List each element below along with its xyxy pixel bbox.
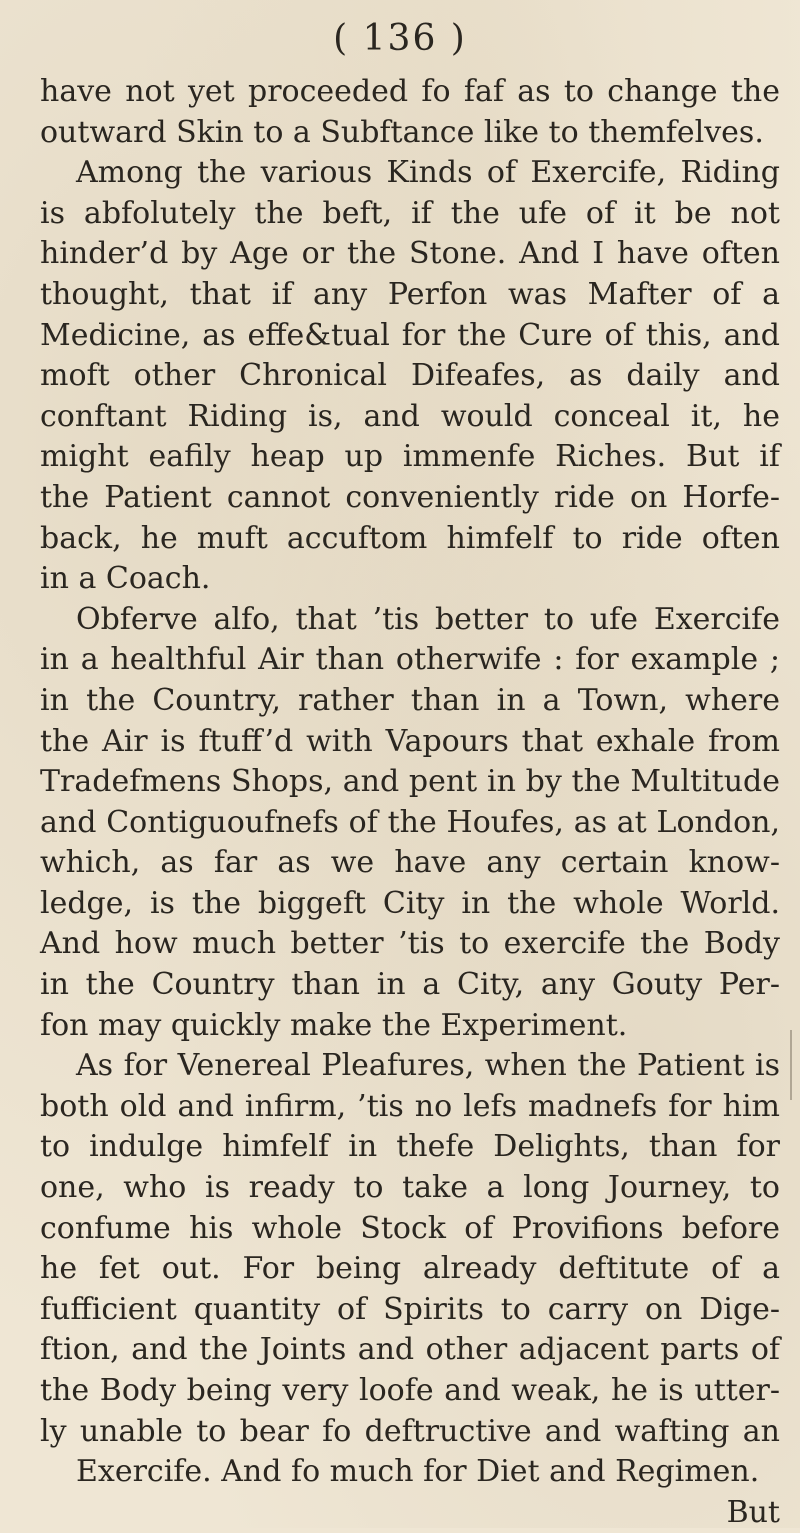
body-text — [40, 72, 780, 1533]
text-line: Medicine, as effe&tual for the Cure of this, and — [40, 317, 780, 353]
text-line: and Contiguoufnefs of the Houfes, as at London, — [40, 804, 780, 840]
text-line: the Patient cannot conveniently ride on Horfe- — [40, 479, 780, 515]
text-line: Among the various Kinds of Exercife, Riding — [76, 155, 780, 191]
text-line: might eafily heap up immenfe Riches. But if — [40, 439, 780, 475]
text-line: fon may quickly make the Experiment. — [40, 1007, 628, 1043]
text-line: ly unable to bear fo deftructive and wafting an — [40, 1413, 780, 1449]
text-line: fufficient quantity of Spirits to carry on Dige- — [40, 1291, 780, 1327]
text-line: in a Coach. — [40, 561, 211, 597]
text-line: he fet out. For being already deftitute of a — [40, 1251, 780, 1287]
text-line: is abfolutely the beft, if the ufe of it be not — [40, 195, 780, 231]
text-line: in the Country, rather than in a Town, where — [40, 682, 780, 718]
text-line: Obferve alfo, that ’tis better to ufe Exercife — [76, 601, 780, 637]
text-line: moft other Chronical Difeafes, as daily and — [40, 358, 780, 394]
text-line: And how much better ’tis to exercife the Body — [40, 926, 780, 962]
text-line: ftion, and the Joints and other adjacent parts of — [40, 1332, 780, 1368]
text-line: in the Country than in a City, any Gouty Per- — [40, 967, 780, 1003]
text-line: ledge, is the biggeft City in the whole World. — [40, 885, 780, 921]
text-line: both old and infirm, ’tis no lefs madnefs for him — [40, 1088, 780, 1124]
text-line: in a healthful Air than otherwife : for example ; — [40, 642, 780, 678]
catchword: But — [726, 1494, 780, 1530]
text-line: Exercife. And fo much for Diet and Regimen. — [76, 1454, 760, 1490]
text-line: the Body being very loofe and weak, he is utter- — [40, 1373, 780, 1408]
page-number: ( 136 ) — [333, 18, 467, 59]
text-line: have not yet proceeded fo faf as to change the — [40, 74, 780, 109]
text-line: which, as far as we have any certain know- — [40, 845, 780, 881]
text-line: conftant Riding is, and would conceal it, he — [40, 398, 780, 434]
text-line: the Air is ftuff’d with Vapours that exhale from — [40, 723, 780, 759]
text-line: one, who is ready to take a long Journey, to — [40, 1170, 780, 1206]
gutter-mark — [790, 1030, 792, 1100]
text-line: Tradefmens Shops, and pent in by the Multitude — [40, 764, 780, 800]
text-line: hinder’d by Age or the Stone. And I have often — [40, 236, 780, 272]
text-line: thought, that if any Perfon was Mafter of a — [40, 276, 780, 312]
text-line: As for Venereal Pleafures, when the Patient is — [76, 1048, 780, 1084]
text-line: to indulge himfelf in thefe Delights, than for — [40, 1129, 780, 1165]
text-line: confume his whole Stock of Provifions before — [40, 1210, 780, 1246]
text-line: outward Skin to a Subftance like to themfelves. — [40, 114, 764, 150]
text-line: back, he muft accuftom himfelf to ride often — [40, 520, 780, 556]
